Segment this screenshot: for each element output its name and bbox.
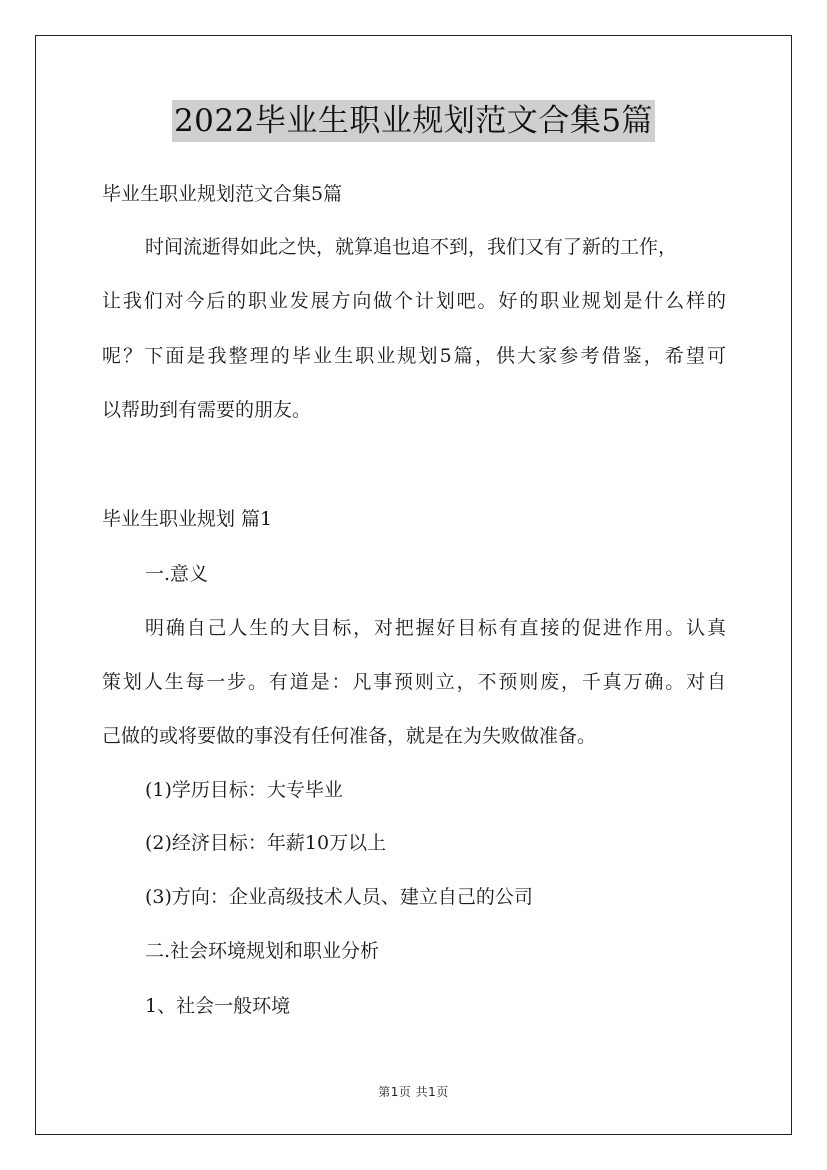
title-container bbox=[0, 100, 827, 142]
section-heading-2: 二.社会环境规划和职业分析 bbox=[145, 940, 380, 962]
subsection-heading: 1、社会一般环境 bbox=[145, 995, 291, 1017]
goal-education: (1)学历目标：大专毕业 bbox=[145, 779, 343, 801]
document-title: 2022毕业生职业规划范文合集5篇 bbox=[172, 100, 655, 142]
intro-line-3: 呢？下面是我整理的毕业生职业规划5篇，供大家参考借鉴，希望可 bbox=[102, 345, 726, 367]
goal-direction: (3)方向：企业高级技术人员、建立自己的公司 bbox=[145, 886, 533, 908]
meaning-line-3: 己做的或将要做的事没有任何准备，就是在为失败做准备。 bbox=[102, 725, 597, 747]
meaning-line-2: 策划人生每一步。有道是：凡事预则立，不预则废，千真万确。对自 bbox=[102, 671, 726, 693]
document-subtitle: 毕业生职业规划范文合集5篇 bbox=[102, 183, 343, 205]
goal-economic: (2)经济目标：年薪10万以上 bbox=[145, 832, 387, 854]
intro-line-4: 以帮助到有需要的朋友。 bbox=[102, 399, 312, 421]
section-heading-1: 毕业生职业规划 篇1 bbox=[102, 508, 273, 530]
page-footer: 第1页 共1页 bbox=[378, 1085, 449, 1099]
intro-line-1: 时间流逝得如此之快，就算追也追不到，我们又有了新的工作， bbox=[145, 236, 678, 258]
intro-line-2: 让我们对今后的职业发展方向做个计划吧。好的职业规划是什么样的 bbox=[102, 290, 726, 312]
meaning-line-1: 明确自己人生的大目标，对把握好目标有直接的促进作用。认真 bbox=[145, 617, 726, 639]
meaning-heading: 一.意义 bbox=[145, 563, 209, 585]
